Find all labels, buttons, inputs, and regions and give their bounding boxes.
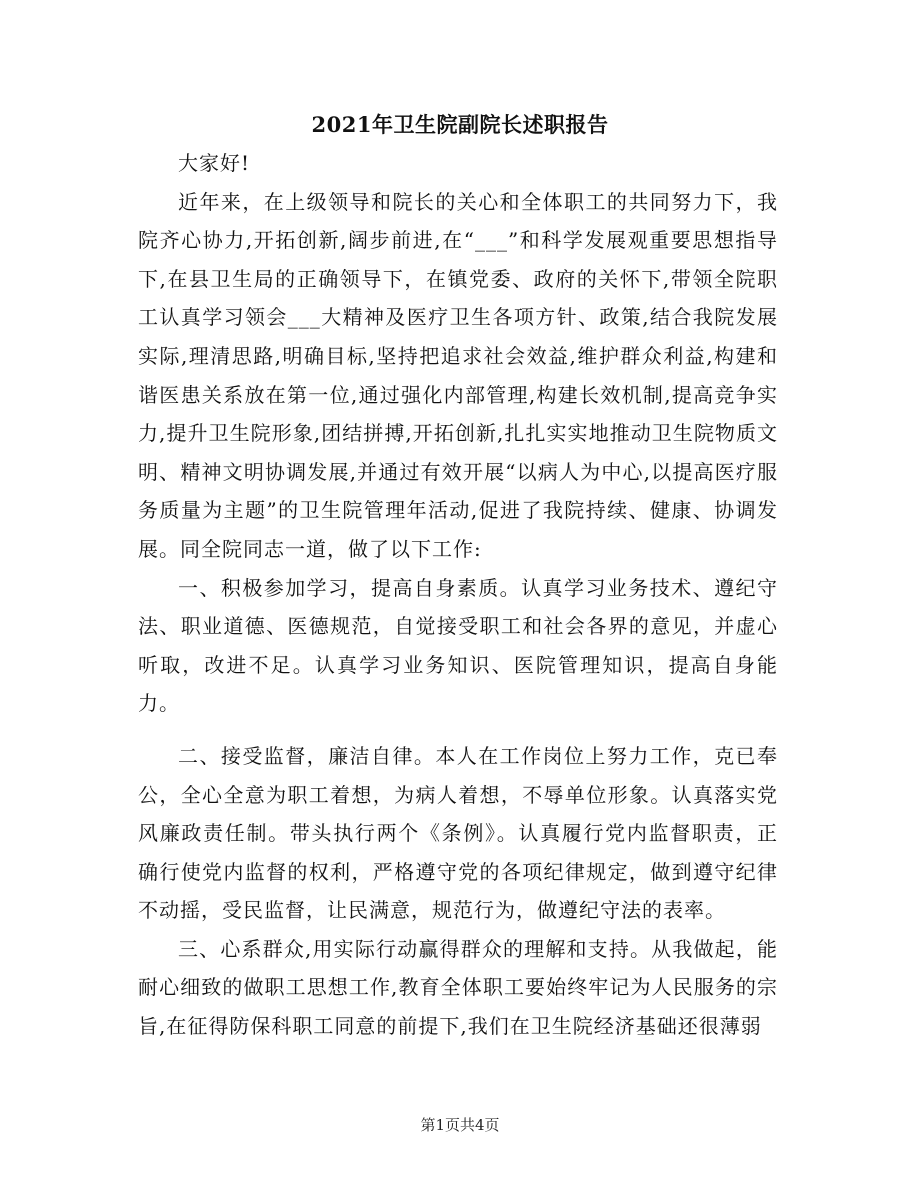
page-footer: 第1页共4页 — [420, 1116, 500, 1134]
body-paragraph: 一、积极参加学习，提高自身素质。认真学习业务技术、遵纪守法、职业道德、医德规范，自觉接受职工和社会各界的意见，并虚心听取，改进不足。认真学习业务知识、医院管理知识，提高自身能力。 — [138, 575, 778, 716]
greeting-paragraph: 大家好! — [178, 151, 251, 175]
body-paragraph: 三、心系群众,用实际行动赢得群众的理解和支持。从我做起，能耐心细致的做职工思想工作,教育全体职工要始终牢记为人民服务的宗旨,在征得防保科职工同意的前提下,我们在卫生院经济基础还很薄弱 — [138, 936, 778, 1039]
body-paragraph: 二、接受监督，廉洁自律。本人在工作岗位上努力工作，克已奉公，全心全意为职工着想，为病人着想，不辱单位形象。认真落实党风廉政责任制。带头执行两个《条例》。认真履行党内监督职责，正确行使党内监督的权利，严格遵守党的各项纪律规定，做到遵守纪律不动摇，受民监督，让民满意，规范行为，做遵纪守法的表率。 — [138, 743, 778, 923]
body-paragraph: 近年来，在上级领导和院长的关心和全体职工的共同努力下，我院齐心协力,开拓创新,阔步前进,在“___”和科学发展观重要思想指导下,在县卫生局的正确领导下，在镇党委、政府的关怀下,带领全院职工认真学习领会___大精神及医疗卫生各项方针、政策,结合我院发展实际,理清思路,明确目标,坚持把追求社会效益,维护群众利益,构建和谐医患关系放在第一位,通过强化内部管理,构建长效机制,提高竞争实力,提升卫生院形象,团结拼搏,开拓创新,扎扎实实地推动卫生院物质文明、精神文明协调发展,并通过有效开展“以病人为中心,以提高医疗服务质量为主题”的卫生院管理年活动,促进了我院持续、健康、协调发展。同全院同志一道，做了以下工作: — [138, 189, 778, 561]
document-title: 2021年卫生院副院长述职报告 — [311, 112, 609, 137]
document-body — [138, 144, 778, 1046]
